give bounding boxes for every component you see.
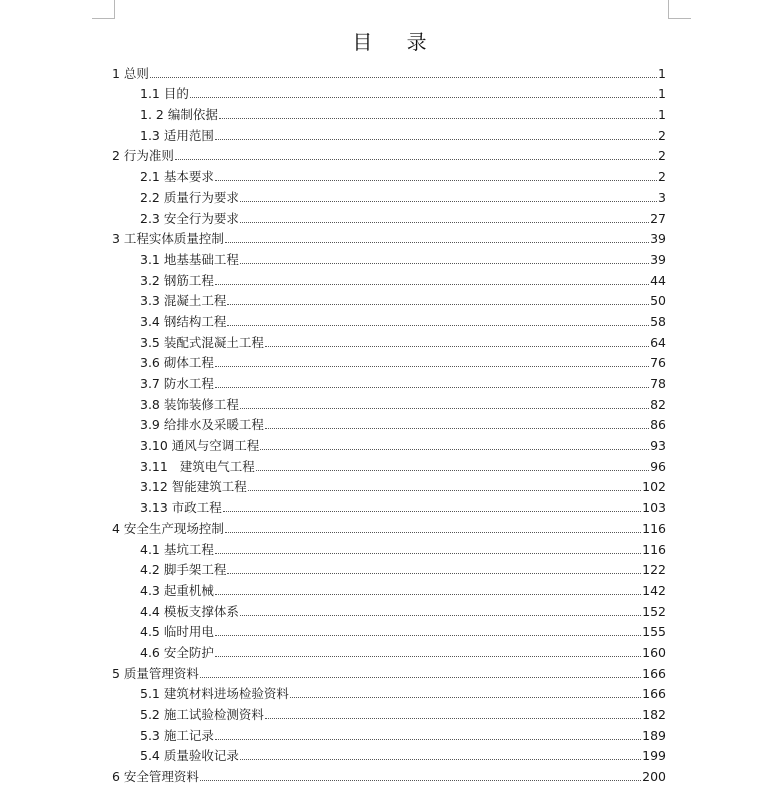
- toc-entry[interactable]: [112, 412, 666, 433]
- toc-entry[interactable]: [112, 350, 666, 371]
- toc-entry[interactable]: [112, 639, 666, 660]
- toc-page-number: 155: [642, 624, 666, 640]
- toc-entry[interactable]: [112, 226, 666, 247]
- toc-entry[interactable]: [112, 163, 666, 184]
- toc-page-number: 93: [650, 438, 666, 454]
- toc-leader-dots: [190, 97, 657, 98]
- toc-entry-text: 3.3 混凝土工程: [140, 293, 227, 309]
- toc-entry[interactable]: [112, 474, 666, 495]
- toc-leader-dots: [215, 284, 649, 285]
- toc-entry[interactable]: [112, 577, 666, 598]
- toc-entry[interactable]: [112, 515, 666, 536]
- toc-page-number: 1: [658, 107, 666, 123]
- toc-leader-dots: [260, 449, 649, 450]
- toc-page-number: 76: [650, 355, 666, 371]
- toc-page-number: 86: [650, 417, 666, 433]
- toc-entry[interactable]: [112, 557, 666, 578]
- toc-leader-dots: [215, 387, 649, 388]
- toc-leader-dots: [150, 77, 657, 78]
- toc-page-number: 39: [650, 251, 666, 267]
- toc-page-number: 200: [642, 769, 666, 785]
- toc-entry-text: 5.1 建筑材料进场检验资料: [140, 686, 289, 702]
- toc-entry[interactable]: [112, 205, 666, 226]
- toc-leader-dots: [256, 470, 649, 471]
- toc-entry[interactable]: [112, 143, 666, 164]
- toc-entry[interactable]: [112, 453, 666, 474]
- toc-leader-dots: [215, 635, 641, 636]
- toc-leader-dots: [200, 780, 641, 781]
- toc-page-number: 160: [642, 644, 666, 660]
- toc-entry[interactable]: [112, 681, 666, 702]
- toc-page-number: 58: [650, 313, 666, 329]
- toc-entry-text: 5.4 质量验收记录: [140, 748, 239, 764]
- toc-page-number: 189: [642, 727, 666, 743]
- toc-leader-dots: [215, 180, 657, 181]
- toc-entry-text: 4.4 模板支撑体系: [140, 603, 239, 619]
- toc-page-number: 27: [650, 210, 666, 226]
- toc-leader-dots: [290, 697, 641, 698]
- toc-page-number: 2: [658, 169, 666, 185]
- toc-page-number: 50: [650, 293, 666, 309]
- toc-entry-text: 4 安全生产现场控制: [112, 520, 224, 536]
- toc-leader-dots: [265, 346, 649, 347]
- toc-leader-dots: [265, 718, 641, 719]
- toc-entry-text: 1.1 目的: [140, 86, 189, 102]
- toc-page-number: 39: [650, 231, 666, 247]
- toc-entry[interactable]: [112, 60, 666, 81]
- toc-leader-dots: [219, 118, 657, 119]
- toc-leader-dots: [215, 739, 641, 740]
- toc-leader-dots: [215, 656, 641, 657]
- toc-page-number: 166: [642, 665, 666, 681]
- toc-entry-text: 1. 2 编制依据: [140, 107, 218, 123]
- toc-entry-text: 4.2 脚手架工程: [140, 562, 227, 578]
- table-of-contents: [112, 60, 666, 784]
- toc-page-number: 82: [650, 396, 666, 412]
- toc-entry-text: 2.2 质量行为要求: [140, 189, 239, 205]
- toc-entry-text: 3 工程实体质量控制: [112, 231, 224, 247]
- toc-entry[interactable]: [112, 598, 666, 619]
- toc-entry-text: 4.3 起重机械: [140, 582, 214, 598]
- toc-entry[interactable]: [112, 536, 666, 557]
- toc-entry[interactable]: [112, 81, 666, 102]
- toc-entry-text: 6 安全管理资料: [112, 769, 199, 785]
- toc-page-number: 96: [650, 458, 666, 474]
- toc-page-number: 182: [642, 707, 666, 722]
- toc-entry-text: 1.3 适用范围: [140, 127, 214, 143]
- toc-entry-text: 3.4 钢结构工程: [140, 313, 227, 329]
- toc-page-number: 3: [658, 189, 666, 205]
- toc-entry[interactable]: [112, 494, 666, 515]
- toc-entry-text: 4.5 临时用电: [140, 624, 214, 640]
- toc-entry-text: 5 质量管理资料: [112, 665, 199, 681]
- toc-entry[interactable]: [112, 267, 666, 288]
- toc-entry[interactable]: [112, 308, 666, 329]
- toc-entry-text: 2.1 基本要求: [140, 169, 214, 185]
- toc-leader-dots: [215, 594, 641, 595]
- toc-page-number: 152: [642, 603, 666, 619]
- toc-leader-dots: [240, 263, 649, 264]
- toc-leader-dots: [225, 242, 649, 243]
- toc-leader-dots: [200, 677, 641, 678]
- toc-entry-text: 5.3 施工记录: [140, 727, 214, 743]
- toc-entry[interactable]: [112, 184, 666, 205]
- toc-leader-dots: [215, 139, 657, 140]
- toc-page-number: 166: [642, 686, 666, 702]
- toc-page-number: 1: [658, 86, 666, 102]
- toc-page-number: 2: [658, 148, 666, 164]
- toc-leader-dots: [240, 201, 657, 202]
- toc-entry-text: 4.1 基坑工程: [140, 541, 214, 557]
- toc-entry[interactable]: [112, 432, 666, 453]
- toc-entry-text: 3.2 钢筋工程: [140, 272, 214, 288]
- toc-page-number: 44: [650, 272, 666, 288]
- toc-entry-text: 1 总则: [112, 65, 149, 81]
- toc-entry[interactable]: [112, 763, 666, 784]
- toc-entry-text: 3.12 智能建筑工程: [140, 479, 247, 495]
- toc-entry-text: 2.3 安全行为要求: [140, 210, 239, 226]
- crop-mark-top-right: [668, 0, 691, 19]
- toc-page-number: 103: [642, 500, 666, 516]
- toc-leader-dots: [227, 325, 649, 326]
- toc-leader-dots: [215, 366, 649, 367]
- toc-entry-text: 3.8 装饰装修工程: [140, 396, 239, 412]
- toc-page-number: 199: [642, 748, 666, 764]
- page-title: 目 录: [352, 30, 441, 54]
- toc-leader-dots: [215, 553, 641, 554]
- toc-leader-dots: [240, 408, 649, 409]
- toc-leader-dots: [227, 573, 641, 574]
- toc-entry-text: 2 行为准则: [112, 148, 174, 164]
- toc-entry[interactable]: [112, 660, 666, 681]
- toc-entry-text: 3.10 通风与空调工程: [140, 438, 260, 454]
- toc-entry-text: 3.11 建筑电气工程: [140, 458, 255, 474]
- toc-page-number: 64: [650, 334, 666, 350]
- toc-entry[interactable]: [112, 743, 666, 764]
- toc-entry[interactable]: [112, 101, 666, 122]
- toc-entry[interactable]: [112, 122, 666, 143]
- toc-leader-dots: [223, 511, 641, 512]
- crop-mark-top-left: [92, 0, 115, 19]
- toc-page-number: 122: [642, 562, 666, 578]
- toc-leader-dots: [240, 615, 641, 616]
- toc-entry[interactable]: [112, 288, 666, 309]
- toc-entry-text: 3.5 装配式混凝土工程: [140, 334, 264, 350]
- toc-entry[interactable]: [112, 391, 666, 412]
- toc-leader-dots: [248, 490, 641, 491]
- toc-leader-dots: [175, 159, 657, 160]
- toc-entry-text: 3.9 给排水及采暖工程: [140, 417, 264, 433]
- toc-page-number: 1: [658, 65, 666, 81]
- toc-leader-dots: [240, 759, 641, 760]
- toc-entry[interactable]: [112, 329, 666, 350]
- toc-entry[interactable]: [112, 722, 666, 743]
- toc-page-number: 2: [658, 127, 666, 143]
- toc-entry-text: 3.7 防水工程: [140, 376, 214, 391]
- toc-entry-text: 5.2 施工试验检测资料: [140, 707, 264, 722]
- toc-entry-text: 3.6 砌体工程: [140, 355, 214, 371]
- toc-page-number: 116: [642, 520, 666, 536]
- toc-leader-dots: [240, 222, 649, 223]
- toc-entry-text: 4.6 安全防护: [140, 644, 214, 660]
- toc-entry[interactable]: [112, 246, 666, 267]
- toc-page-number: 78: [650, 376, 666, 391]
- toc-entry[interactable]: [112, 370, 666, 391]
- toc-page-number: 102: [642, 479, 666, 495]
- toc-leader-dots: [227, 304, 649, 305]
- toc-entry-text: 3.1 地基基础工程: [140, 251, 239, 267]
- toc-page-number: 116: [642, 541, 666, 557]
- toc-page-number: 142: [642, 582, 666, 598]
- toc-entry[interactable]: [112, 701, 666, 722]
- toc-leader-dots: [225, 532, 641, 533]
- toc-entry[interactable]: [112, 619, 666, 640]
- toc-entry-text: 3.13 市政工程: [140, 500, 222, 516]
- toc-leader-dots: [265, 428, 649, 429]
